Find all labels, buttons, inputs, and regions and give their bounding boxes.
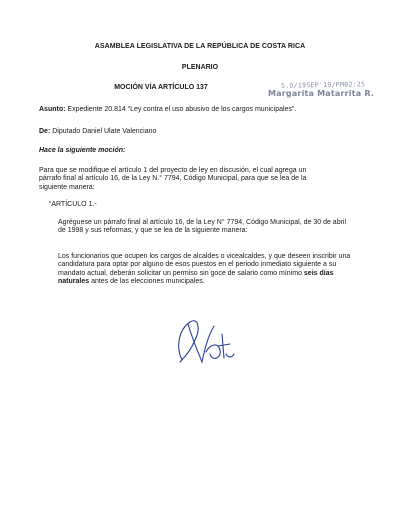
funcionarios-bold: naturales — [58, 277, 90, 285]
de-label: De: — [39, 128, 51, 135]
para-que-line: párrafo final al artículo 16, de la Ley N.° 7794, Código Municipal, para que se lea de la — [39, 175, 307, 183]
agreguese-line: Agréguese un párrafo final al artículo 16, de la Ley N° 7794, Código Municipal, de 30 de abril — [58, 219, 347, 226]
asunto-line — [39, 106, 296, 113]
articulo-heading: “ARTÍCULO 1.- — [49, 201, 97, 208]
motion-title: MOCIÓN VÍA ARTÍCULO 137 — [114, 84, 208, 91]
funcionarios-text: mandato actual, deberán solicitar un permiso sin goce de salario como mínimo — [58, 269, 304, 277]
de-text: Diputado Daniel Ulate Valenciano — [52, 128, 157, 135]
funcionarios-paragraph — [58, 253, 350, 286]
funcionarios-text: antes de las elecciones municipales. — [89, 277, 205, 285]
agreguese-line: de 1998 y sus reformas, y que se lea de la siguiente manera: — [58, 227, 248, 235]
para-que-line: Para que se modifique el artículo 1 del proyecto de ley en discusión, el cual agrega un — [39, 167, 307, 174]
funcionarios-line: candidatura para optar por alguno de esos puestos en el periodo inmediato siguiente a su — [58, 261, 337, 269]
received-stamp-name: Margarita Matarrita R. — [268, 89, 375, 98]
agreguese-paragraph — [58, 219, 346, 236]
funcionarios-line — [58, 278, 350, 286]
para-que-line: siguiente manera: — [39, 183, 95, 191]
handwritten-signature — [168, 312, 238, 372]
funcionarios-line: Los funcionarios que ocupen los cargos de alcaldes o vicealcaldes, y que deseen inscribir una — [58, 253, 351, 260]
session-heading: PLENARIO — [181, 64, 219, 71]
hace-heading: Hace la siguiente moción: — [39, 147, 126, 154]
asunto-label: Asunto: — [39, 106, 66, 113]
asunto-text: Expediente 20.814 “Ley contra el uso abusivo de los cargos municipales”. — [67, 106, 297, 113]
received-stamp: S.D/19SEP'19/PM02:25 — [280, 80, 366, 90]
funcionarios-line — [58, 270, 350, 278]
funcionarios-bold: seis días — [303, 269, 334, 277]
de-line — [39, 128, 156, 135]
para-que-paragraph — [39, 167, 306, 192]
institution-heading: ASAMBLEA LEGISLATIVA DE LA REPÚBLICA DE COSTA RICA — [94, 43, 306, 50]
